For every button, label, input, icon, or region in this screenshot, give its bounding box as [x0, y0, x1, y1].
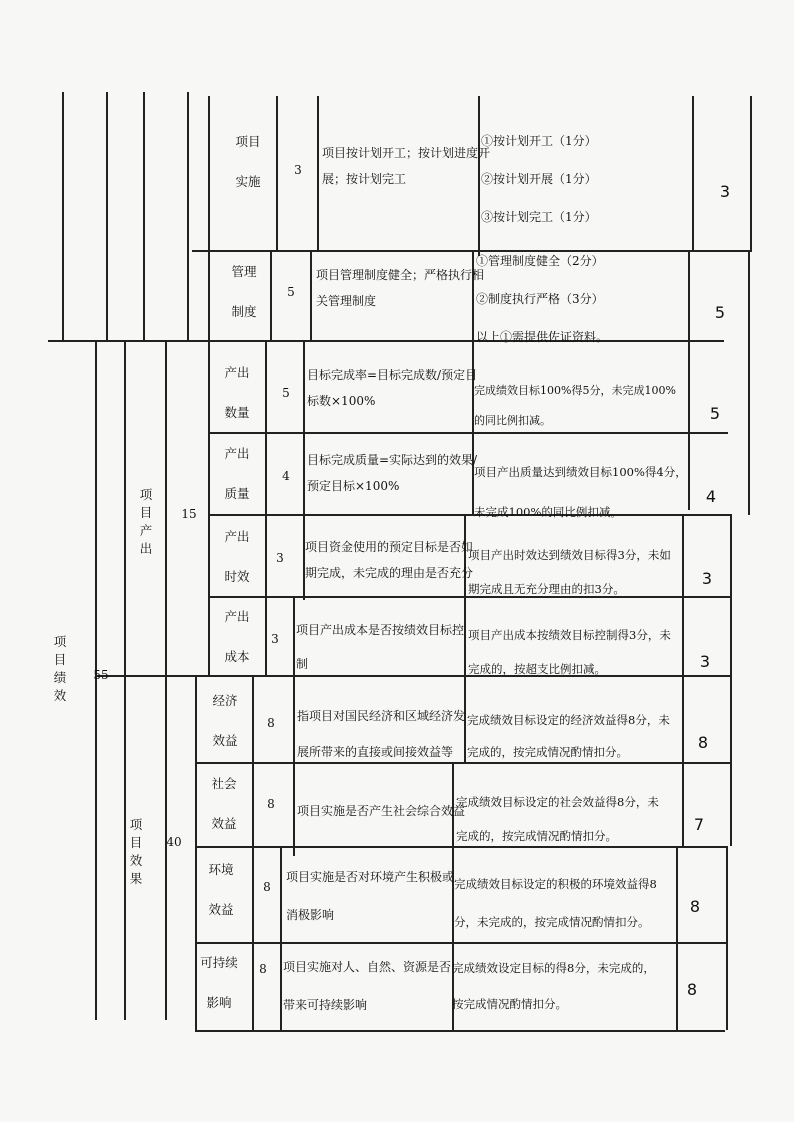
scoring-criteria: ①管理制度健全（2分） ②制度执行严格（3分） 以上①需提供佐证资料。 — [476, 254, 609, 344]
col-divider — [682, 514, 684, 846]
indicator-content: 项目管理制度健全；严格执行相 关管理制度 — [316, 268, 485, 308]
row-divider — [195, 942, 727, 944]
table-right-border — [730, 514, 732, 846]
level1-score: 55 — [93, 668, 109, 682]
indicator-name: 产出 时效 — [224, 529, 250, 584]
indicator-score: 3 — [701, 569, 713, 588]
indicator-name: 可持续 影响 — [200, 955, 238, 1010]
indicator-name: 环境 效益 — [208, 862, 234, 917]
scoring-criteria: 项目产出成本按绩效目标控制得3分，未 完成的，按超支比例扣减。 — [468, 628, 671, 676]
indicator-name: 产出 质量 — [224, 446, 250, 501]
level1-label: 项目绩效 — [53, 634, 67, 703]
indicator-score: 3 — [719, 182, 731, 201]
scoring-criteria: 完成绩效目标设定的经济效益得8分，未 完成的，按完成情况酌情扣分。 — [467, 713, 670, 759]
indicator-weight: 8 — [267, 797, 275, 811]
indicator-content: 项目资金使用的预定目标是否如 期完成，未完成的理由是否充分 — [305, 540, 474, 580]
scoring-criteria: ①按计划开工（1分） ②按计划开展（1分） ③按计划完工（1分） — [481, 134, 597, 224]
indicator-score: 5 — [714, 303, 726, 322]
indicator-score: 3 — [699, 652, 711, 671]
col-divider — [293, 596, 295, 856]
row-divider — [195, 1030, 725, 1032]
indicator-score: 8 — [686, 980, 698, 999]
indicator-score: 7 — [693, 815, 705, 834]
col-divider — [692, 96, 694, 250]
indicator-name: 管理 制度 — [231, 264, 257, 319]
col-divider — [310, 250, 312, 340]
indicator-content: 项目实施是否产生社会综合效益 — [297, 804, 466, 818]
indicator-score: 5 — [709, 404, 721, 423]
indicator-weight: 3 — [294, 163, 302, 177]
indicator-weight: 3 — [271, 632, 279, 646]
indicator-weight: 5 — [282, 386, 290, 400]
indicator-content: 指项目对国民经济和区域经济发 展所带来的直接或间接效益等 — [297, 709, 466, 759]
table-right-border — [726, 846, 728, 1030]
indicator-name: 社会 效益 — [211, 776, 237, 831]
col-divider — [106, 92, 108, 340]
col-divider — [280, 846, 282, 1030]
indicator-name: 项目 实施 — [235, 134, 261, 189]
scoring-criteria: 项目产出质量达到绩效目标100%得4分， 未完成100%的同比例扣减。 — [474, 465, 687, 519]
level2-score-output: 15 — [181, 507, 197, 521]
indicator-content: 目标完成率=目标完成数/预定目 标数×100% — [307, 368, 478, 408]
col-divider — [165, 340, 167, 1020]
level2-score-effect: 40 — [166, 835, 182, 849]
indicator-weight: 8 — [263, 880, 271, 894]
scoring-criteria: 完成绩效目标100%得5分，未完成100% 的同比例扣减。 — [474, 384, 676, 427]
indicator-content: 项目产出成本是否按绩效目标控 制 — [296, 623, 465, 671]
col-divider — [676, 846, 678, 1030]
indicator-weight: 8 — [259, 962, 267, 976]
scoring-criteria: 完成绩效目标设定的社会效益得8分，未 完成的，按完成情况酌情扣分。 — [456, 795, 659, 843]
indicator-weight: 5 — [287, 285, 295, 299]
indicator-content: 目标完成质量=实际达到的效果/ 预定目标×100% — [307, 453, 478, 493]
indicator-weight: 8 — [267, 716, 275, 730]
scoring-criteria: 完成绩效目标设定的积极的环境效益得8 分，未完成的，按完成情况酌情扣分。 — [454, 877, 657, 929]
table-right-border — [748, 250, 750, 515]
indicator-content: 项目实施是否对环境产生积极或 消极影响 — [286, 870, 455, 922]
table-right-border — [750, 96, 752, 250]
level2-label-effect: 项目效果 — [129, 817, 143, 886]
col-divider — [688, 250, 690, 510]
indicator-name: 产出 数量 — [224, 365, 250, 420]
col-divider — [143, 92, 145, 342]
indicator-weight: 4 — [282, 469, 290, 483]
indicator-weight: 3 — [276, 551, 284, 565]
row-divider — [48, 340, 724, 342]
indicator-score: 8 — [697, 733, 709, 752]
col-divider — [317, 96, 319, 250]
indicator-content: 项目按计划开工；按计划进度开 展；按计划完工 — [322, 146, 491, 186]
indicator-name: 经济 效益 — [212, 693, 238, 748]
col-divider — [187, 92, 189, 342]
col-divider — [62, 92, 64, 340]
scoring-criteria: 项目产出时效达到绩效目标得3分，未如 期完成且无充分理由的扣3分。 — [468, 548, 671, 596]
indicator-content: 项目实施对人、自然、资源是否 带来可持续影响 — [283, 960, 452, 1012]
indicator-score: 4 — [705, 487, 717, 506]
level2-label-output: 项目产出 — [139, 487, 153, 556]
indicator-name: 产出 成本 — [224, 609, 250, 664]
col-divider — [124, 340, 126, 1020]
indicator-score: 8 — [689, 897, 701, 916]
scoring-criteria: 完成绩效设定目标的得8分，未完成的， 按完成情况酌情扣分。 — [452, 961, 655, 1011]
